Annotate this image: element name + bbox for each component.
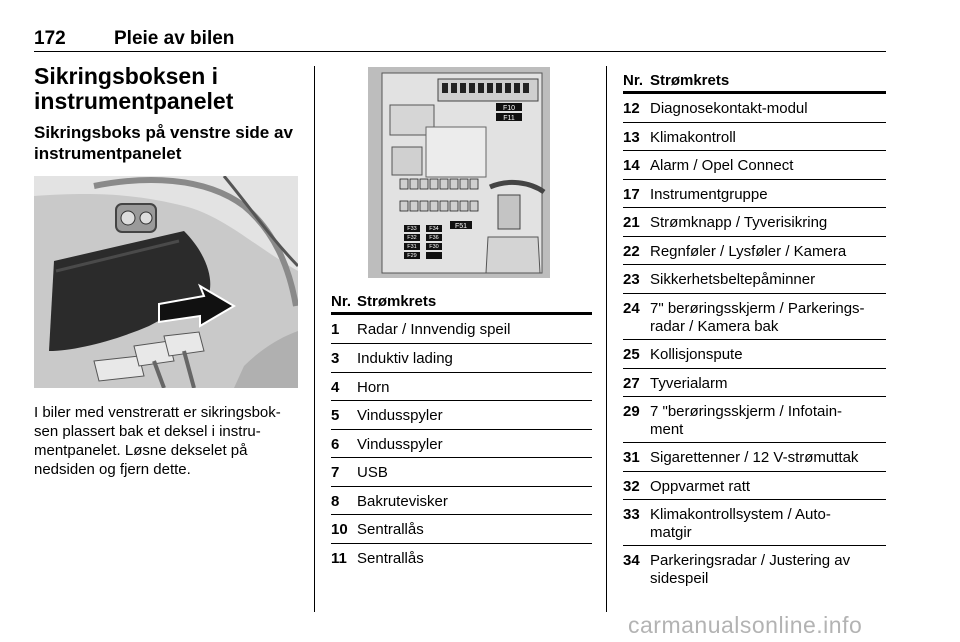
column-divider-right: [606, 66, 607, 612]
svg-text:F34: F34: [429, 226, 439, 232]
header-rule: [34, 51, 886, 52]
table-row: 8 Bakrutevisker: [331, 487, 592, 515]
table-row: 3 Induktiv lading: [331, 344, 592, 373]
svg-text:F33: F33: [407, 226, 417, 232]
fusebox-diagram: [368, 67, 550, 278]
fuse-table-1: [331, 291, 592, 572]
section-title: Sikringsboksen i instrumentpanelet: [34, 63, 234, 114]
table-row: 1 Radar / Innvendig speil: [331, 315, 592, 344]
table-row: 24 7" berøringsskjerm / Parkerings- radar / Kamera bak: [623, 294, 886, 340]
table-row: 13 Klimakontroll: [623, 123, 886, 151]
table-row: 27 Tyverialarm: [623, 369, 886, 397]
table-row: 22 Regnføler / Lysføler / Kamera: [623, 237, 886, 265]
chapter-title: Pleie av bilen: [114, 28, 235, 49]
table-row: 21 Strømknapp / Tyverisikring: [623, 208, 886, 237]
fuse-table-2: [623, 70, 886, 592]
table-header: Nr. Strømkrets: [623, 70, 886, 94]
table-row: 31 Sigarettenner / 12 V-strømuttak: [623, 443, 886, 472]
table-row: 23 Sikkerhetsbeltepåminner: [623, 265, 886, 294]
table-row: 25 Kollisjonspute: [623, 340, 886, 369]
table-row: 6 Vindusspyler: [331, 430, 592, 458]
svg-text:F10: F10: [502, 105, 516, 112]
section-subtitle: Sikringsboks på venstre side av instrumentpanelet: [34, 123, 293, 163]
table-row: 11 Sentrallås: [331, 550, 424, 567]
left-column: [34, 64, 300, 164]
table-row: 17 Instrumentgruppe: [623, 180, 886, 208]
svg-text:F31: F31: [407, 244, 417, 250]
table-row: 12 Diagnosekontakt-modul: [623, 94, 886, 123]
body-paragraph: I biler med venstreratt er sikringsbok- sen plassert bak et deksel i instru- mentpanelet. Løsne dekselet på nedsiden og fjern dette.: [34, 404, 281, 478]
watermark: carmanualsonline.info: [628, 612, 863, 638]
page-number: 172: [34, 28, 66, 49]
table-row: 34 Parkeringsradar / Justering av sidespeil: [623, 552, 851, 587]
table-row: 33 Klimakontrollsystem / Auto- matgir: [623, 500, 886, 546]
svg-text:F29: F29: [407, 253, 417, 259]
svg-text:F51: F51: [454, 223, 468, 230]
column-divider-left: [314, 66, 315, 612]
table-row: 29 7 "berøringsskjerm / Infotain- ment: [623, 397, 886, 443]
svg-text:F32: F32: [407, 235, 417, 241]
page-header: [34, 28, 886, 52]
table-row: 14 Alarm / Opel Connect: [623, 151, 886, 180]
svg-text:F11: F11: [503, 115, 515, 122]
svg-text:F36: F36: [429, 235, 439, 241]
table-row: 4 Horn: [331, 373, 592, 401]
table-header: Nr. Strømkrets: [331, 291, 592, 315]
table-row: 10 Sentrallås: [331, 515, 592, 544]
table-row: 7 USB: [331, 458, 592, 487]
table-row: 32 Oppvarmet ratt: [623, 472, 886, 500]
svg-text:F30: F30: [429, 244, 439, 250]
dashboard-fusebox-cover-illustration: [34, 176, 298, 388]
table-row: 5 Vindusspyler: [331, 401, 592, 430]
